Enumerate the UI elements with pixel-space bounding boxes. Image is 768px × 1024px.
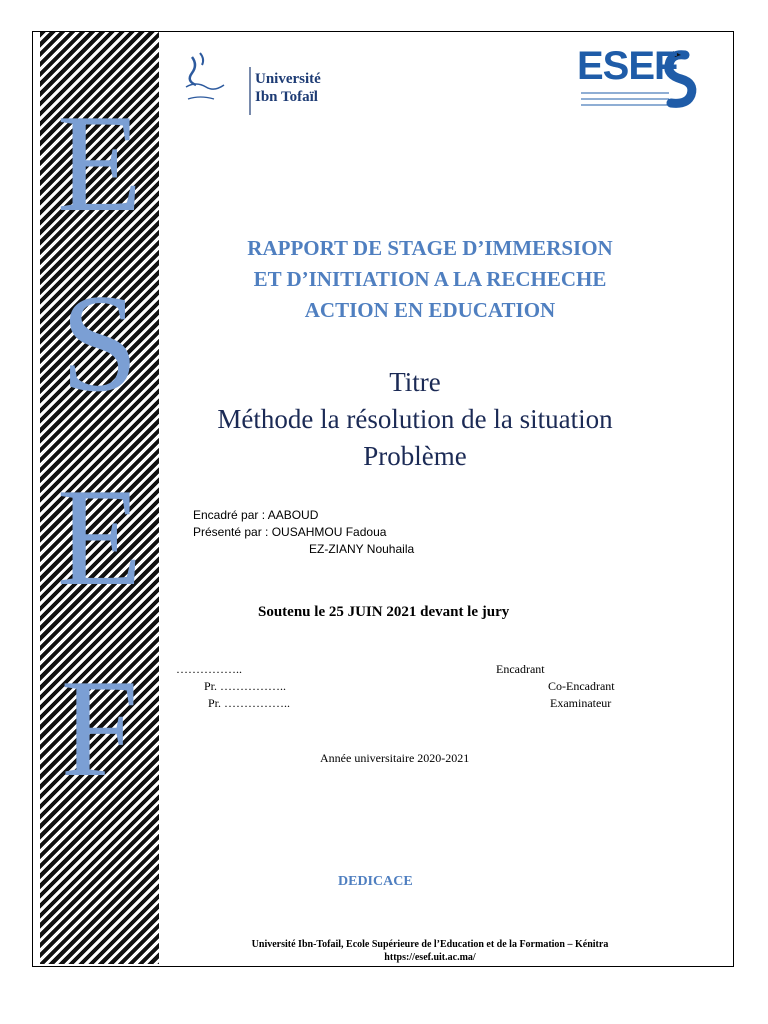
sidebar-hatched-band: [40, 32, 159, 964]
jury-row2-role: Co-Encadrant: [548, 679, 615, 693]
sidebar-letter-f: F: [60, 651, 139, 806]
thesis-title-line1: Méthode la résolution de la situation: [217, 404, 613, 434]
jury-row1-name: ……………..: [176, 662, 242, 676]
jury-row2-name: Pr. ……………..: [204, 679, 287, 693]
report-title: [170, 233, 690, 326]
sidebar-letter-e2: E: [56, 460, 143, 615]
report-title-line3: ACTION EN EDUCATION: [304, 298, 556, 322]
university-name: [255, 70, 321, 106]
presenter-line-2: EZ-ZIANY Nouhaila: [309, 542, 415, 556]
footer: [180, 938, 680, 964]
university-name-line1: Université: [255, 71, 321, 87]
jury-row1-role: Encadrant: [496, 662, 545, 676]
jury-row3-role: Examinateur: [550, 696, 612, 710]
report-title-line2: ET D’INITIATION A LA RECHECHE: [253, 267, 607, 291]
presenter-line: Présenté par : OUSAHMOU Fadoua: [193, 525, 387, 539]
defense-date: Soutenu le 25 JUIN 2021 devant le jury: [258, 604, 510, 620]
credits-block: [193, 507, 414, 558]
footer-institution: Université Ibn-Tofail, Ecole Supérieure de l’Education et de la Formation – Kénitra: [251, 939, 609, 950]
supervisor-line: Encadré par : AABOUD: [193, 508, 319, 522]
university-name-line2: Ibn Tofaïl: [255, 89, 318, 105]
report-title-line1: RAPPORT DE STAGE D’IMMERSION: [247, 236, 613, 260]
jury-row3-name: Pr. ……………..: [208, 696, 291, 710]
thesis-title-label: Titre: [389, 367, 441, 397]
thesis-title: [170, 364, 660, 475]
sidebar-letter-s: S: [60, 266, 139, 421]
academic-year: Année universitaire 2020-2021: [320, 751, 470, 765]
thesis-title-line2: Problème: [363, 441, 467, 471]
esef-logo-acronym: ESEF: [577, 44, 678, 88]
footer-url[interactable]: https://esef.uit.ac.ma/: [384, 952, 476, 963]
sidebar-letter-e: E: [56, 86, 143, 241]
dedication-heading: DEDICACE: [338, 874, 413, 889]
